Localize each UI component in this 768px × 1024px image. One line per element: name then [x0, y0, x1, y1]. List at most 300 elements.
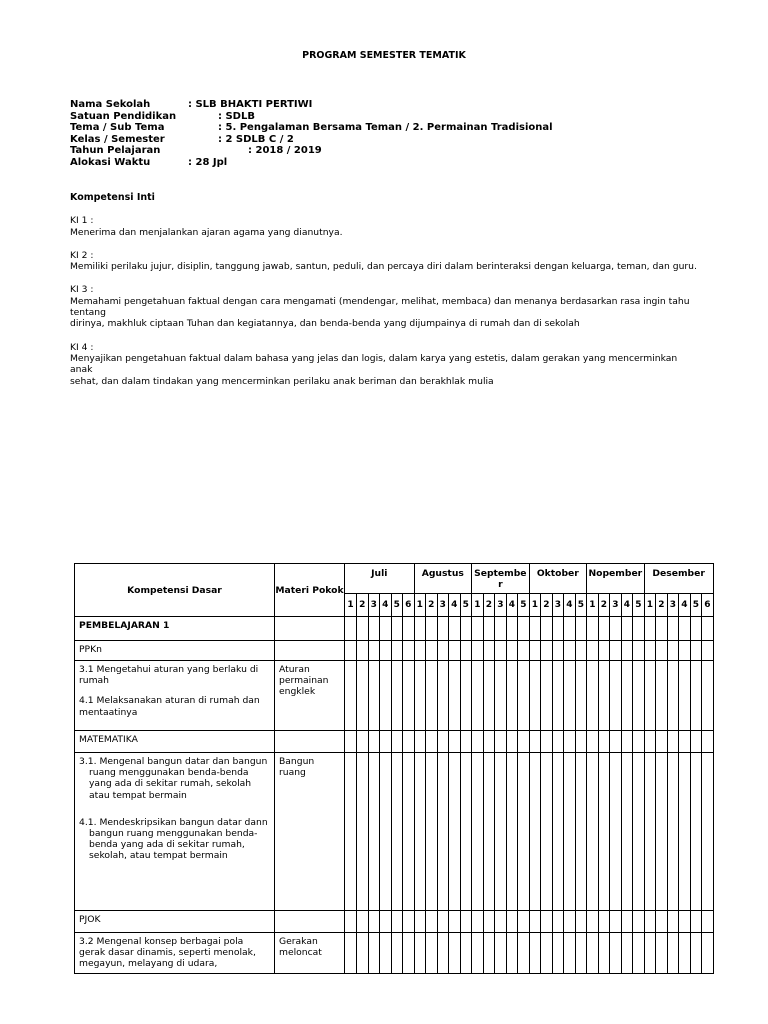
week-cell	[552, 661, 564, 731]
spacer	[79, 801, 270, 817]
week-cell	[460, 933, 472, 974]
week-cell	[403, 933, 415, 974]
week-cell	[690, 661, 702, 731]
month-header: Juli	[345, 564, 415, 594]
week-cell	[506, 933, 518, 974]
info-label: Nama Sekolah	[70, 99, 151, 110]
week-cell	[426, 661, 438, 731]
week-cell	[483, 731, 495, 753]
week-cell	[587, 731, 599, 753]
week-cell	[357, 911, 369, 933]
week-cell	[552, 641, 564, 661]
week-cell	[702, 911, 714, 933]
ki-line: Memahami pengetahuan faktual dengan cara mengamati (mendengar, melihat, membaca) dan menanya berdasarkan rasa ingin tahu	[70, 295, 690, 307]
row-matematika-kd	[75, 753, 714, 911]
week-cell	[518, 933, 530, 974]
week-cell	[495, 661, 507, 731]
ki-2	[70, 250, 760, 273]
row-pjok-kd	[75, 933, 714, 974]
week-cell	[426, 911, 438, 933]
week-cell	[437, 933, 449, 974]
week-cell	[610, 661, 622, 731]
week-cell	[449, 641, 461, 661]
week-cell	[495, 617, 507, 641]
week-cell	[460, 731, 472, 753]
week-cell	[506, 753, 518, 911]
week-cell	[598, 933, 610, 974]
week-cell	[426, 641, 438, 661]
materi-cell	[275, 911, 345, 933]
week-cell	[414, 911, 426, 933]
week-cell	[518, 731, 530, 753]
week-cell	[472, 731, 484, 753]
week-number: 4	[506, 594, 518, 617]
week-cell	[564, 933, 576, 974]
info-value: : 5. Pengalaman Bersama Teman / 2. Permainan Tradisional	[218, 122, 553, 134]
week-cell	[495, 753, 507, 911]
kd-cell	[75, 933, 275, 974]
week-cell	[357, 731, 369, 753]
week-cell	[679, 661, 691, 731]
ki-line: Memiliki perilaku jujur, disiplin, tanggung jawab, santun, peduli, dan percaya diri dalam berinteraksi dengan keluarga, teman, dan guru.	[70, 261, 697, 273]
week-number: 3	[437, 594, 449, 617]
ki-3	[70, 284, 760, 329]
week-number: 5	[391, 594, 403, 617]
week-cell	[460, 753, 472, 911]
week-cell	[702, 753, 714, 911]
week-cell	[656, 617, 668, 641]
week-cell	[656, 753, 668, 911]
week-cell	[368, 617, 380, 641]
week-number: 4	[380, 594, 392, 617]
week-cell	[380, 753, 392, 911]
week-cell	[633, 753, 645, 911]
week-cell	[368, 753, 380, 911]
week-cell	[380, 731, 392, 753]
week-cell	[345, 617, 357, 641]
week-cell	[345, 731, 357, 753]
week-cell	[529, 641, 541, 661]
week-cell	[552, 933, 564, 974]
week-cell	[518, 641, 530, 661]
kd-cell	[75, 641, 275, 661]
week-cell	[541, 661, 553, 731]
week-cell	[391, 617, 403, 641]
week-number: 5	[575, 594, 587, 617]
week-cell	[564, 661, 576, 731]
week-cell	[483, 753, 495, 911]
week-cell	[460, 617, 472, 641]
week-cell	[529, 617, 541, 641]
week-cell	[472, 661, 484, 731]
week-cell	[575, 911, 587, 933]
week-cell	[368, 933, 380, 974]
week-cell	[587, 641, 599, 661]
week-cell	[529, 911, 541, 933]
kd-text: 3.2 Mengenal konsep berbagai pola gerak dasar dinamis, seperti menolak, megayun, melayang di udara,	[79, 936, 256, 970]
kd-cell	[75, 731, 275, 753]
week-cell	[621, 731, 633, 753]
week-cell	[690, 641, 702, 661]
week-number: 3	[667, 594, 679, 617]
info-value: : SDLB	[218, 110, 255, 122]
week-cell	[598, 731, 610, 753]
kd-text: 4.1 Melaksanakan aturan di rumah dan mentaatinya	[79, 695, 260, 718]
week-cell	[702, 731, 714, 753]
week-cell	[483, 933, 495, 974]
week-cell	[702, 661, 714, 731]
week-number: 3	[552, 594, 564, 617]
ki-line: tentang	[70, 307, 106, 319]
week-number: 4	[679, 594, 691, 617]
week-cell	[357, 617, 369, 641]
week-cell	[345, 641, 357, 661]
ki-line: dirinya, makhluk ciptaan Tuhan dan kegiatannya, dan benda-benda yang dijumpainya di rumah dan di sekolah	[70, 318, 580, 330]
week-cell	[449, 617, 461, 641]
week-cell	[495, 933, 507, 974]
week-cell	[403, 617, 415, 641]
document-title: PROGRAM SEMESTER TEMATIK	[302, 50, 466, 61]
week-cell	[357, 933, 369, 974]
week-cell	[495, 911, 507, 933]
week-cell	[391, 753, 403, 911]
week-cell	[575, 933, 587, 974]
ki-label: KI 1 :	[70, 215, 94, 227]
materi-cell	[275, 641, 345, 661]
week-cell	[403, 661, 415, 731]
week-cell	[552, 617, 564, 641]
week-cell	[506, 617, 518, 641]
row-ppkn-kd	[75, 661, 714, 731]
week-cell	[656, 731, 668, 753]
kd-cell	[75, 911, 275, 933]
week-cell	[368, 731, 380, 753]
week-cell	[437, 731, 449, 753]
ki-line: Menerima dan menjalankan ajaran agama yang dianutnya.	[70, 226, 343, 238]
materi-cell	[275, 661, 345, 731]
week-number: 2	[656, 594, 668, 617]
header-row-months	[75, 564, 714, 594]
subject-matematika: MATEMATIKA	[79, 734, 138, 745]
week-cell	[702, 617, 714, 641]
week-cell	[460, 661, 472, 731]
week-cell	[575, 661, 587, 731]
kompetensi-inti	[70, 192, 760, 399]
week-cell	[460, 911, 472, 933]
week-cell	[368, 641, 380, 661]
week-cell	[414, 753, 426, 911]
info-value: : SLB BHAKTI PERTIWI	[188, 99, 313, 110]
week-cell	[403, 731, 415, 753]
week-cell	[483, 911, 495, 933]
materi-cell	[275, 617, 345, 641]
week-cell	[656, 641, 668, 661]
ki-line: Menyajikan pengetahuan faktual dalam bahasa yang jelas dan logis, dalam karya yang estetis, dalam gerakan yang mencerminkan	[70, 352, 678, 364]
month-header: Septembe r	[472, 564, 530, 594]
week-cell	[690, 933, 702, 974]
week-cell	[403, 641, 415, 661]
week-cell	[621, 911, 633, 933]
week-cell	[437, 661, 449, 731]
week-cell	[380, 661, 392, 731]
week-cell	[621, 641, 633, 661]
header-kompetensi-dasar: Kompetensi Dasar	[75, 564, 275, 617]
week-number: 1	[587, 594, 599, 617]
week-number: 5	[460, 594, 472, 617]
info-value: : 2 SDLB C / 2	[218, 133, 294, 145]
week-cell	[552, 753, 564, 911]
week-cell	[598, 911, 610, 933]
week-cell	[587, 753, 599, 911]
row-pembelajaran	[75, 617, 714, 641]
week-cell	[368, 661, 380, 731]
kd-text: 3.1 Mengetahui aturan yang berlaku di rumah	[79, 664, 259, 687]
week-number: 1	[644, 594, 656, 617]
week-cell	[564, 617, 576, 641]
week-cell	[598, 641, 610, 661]
week-cell	[345, 661, 357, 731]
week-cell	[587, 617, 599, 641]
week-cell	[495, 641, 507, 661]
week-cell	[667, 933, 679, 974]
week-number: 1	[414, 594, 426, 617]
week-cell	[426, 753, 438, 911]
week-cell	[472, 617, 484, 641]
week-cell	[380, 617, 392, 641]
week-cell	[610, 731, 622, 753]
week-number: 1	[529, 594, 541, 617]
week-number: 2	[483, 594, 495, 617]
week-cell	[621, 617, 633, 641]
week-cell	[679, 731, 691, 753]
week-cell	[598, 661, 610, 731]
week-cell	[414, 731, 426, 753]
kd-text: 3.1. Mengenal bangun datar dan bangun ruang menggunakan benda-benda yang ada di sekitar rumah, sekolah atau tempat bermain	[79, 756, 268, 801]
week-cell	[633, 661, 645, 731]
week-cell	[380, 641, 392, 661]
week-cell	[679, 641, 691, 661]
subject-ppkn: PPKn	[79, 644, 102, 655]
week-cell	[449, 661, 461, 731]
week-cell	[391, 911, 403, 933]
week-cell	[472, 911, 484, 933]
week-cell	[564, 753, 576, 911]
week-cell	[587, 911, 599, 933]
week-cell	[656, 933, 668, 974]
week-number: 6	[702, 594, 714, 617]
week-cell	[506, 911, 518, 933]
materi-text: Bangun ruang	[279, 756, 315, 779]
week-number: 4	[564, 594, 576, 617]
week-cell	[529, 661, 541, 731]
week-number: 2	[357, 594, 369, 617]
materi-cell	[275, 933, 345, 974]
kd-cell	[75, 661, 275, 731]
week-cell	[449, 753, 461, 911]
week-cell	[587, 933, 599, 974]
week-cell	[644, 641, 656, 661]
week-cell	[403, 911, 415, 933]
week-cell	[518, 753, 530, 911]
week-cell	[518, 911, 530, 933]
week-number: 6	[403, 594, 415, 617]
week-cell	[575, 731, 587, 753]
week-cell	[357, 661, 369, 731]
week-cell	[679, 617, 691, 641]
week-cell	[656, 661, 668, 731]
week-cell	[621, 753, 633, 911]
week-number: 5	[690, 594, 702, 617]
week-cell	[529, 753, 541, 911]
week-cell	[679, 933, 691, 974]
week-cell	[656, 911, 668, 933]
ki-label: KI 2 :	[70, 249, 94, 261]
materi-text: Gerakan meloncat	[279, 936, 322, 959]
week-cell	[621, 661, 633, 731]
week-cell	[357, 641, 369, 661]
week-cell	[610, 641, 622, 661]
week-cell	[633, 911, 645, 933]
week-cell	[403, 753, 415, 911]
week-cell	[426, 731, 438, 753]
kd-cell	[75, 753, 275, 911]
week-cell	[506, 661, 518, 731]
week-cell	[552, 911, 564, 933]
ki-label: KI 4 :	[70, 341, 94, 353]
week-cell	[644, 661, 656, 731]
week-cell	[391, 933, 403, 974]
week-cell	[610, 753, 622, 911]
week-cell	[541, 641, 553, 661]
week-cell	[506, 731, 518, 753]
info-label: Tema / Sub Tema	[70, 122, 165, 134]
week-number: 3	[610, 594, 622, 617]
week-cell	[541, 753, 553, 911]
week-cell	[483, 661, 495, 731]
week-cell	[690, 731, 702, 753]
month-header: Nopember	[587, 564, 645, 594]
week-cell	[380, 911, 392, 933]
week-cell	[633, 933, 645, 974]
week-cell	[644, 933, 656, 974]
week-cell	[449, 911, 461, 933]
week-cell	[437, 911, 449, 933]
week-cell	[610, 933, 622, 974]
week-cell	[541, 731, 553, 753]
info-label: Kelas / Semester	[70, 133, 165, 145]
week-number: 2	[541, 594, 553, 617]
week-cell	[552, 731, 564, 753]
week-cell	[483, 617, 495, 641]
week-cell	[644, 731, 656, 753]
week-cell	[483, 641, 495, 661]
week-cell	[414, 933, 426, 974]
week-cell	[449, 933, 461, 974]
ki-line: sehat, dan dalam tindakan yang mencerminkan perilaku anak beriman dan berakhlak mulia	[70, 375, 494, 387]
week-cell	[702, 641, 714, 661]
week-cell	[495, 731, 507, 753]
week-cell	[633, 617, 645, 641]
week-cell	[679, 911, 691, 933]
week-cell	[587, 661, 599, 731]
info-label: Tahun Pelajaran	[70, 145, 161, 157]
row-matematika	[75, 731, 714, 753]
materi-text: Aturan permainan engklek	[279, 664, 329, 698]
week-cell	[518, 661, 530, 731]
week-cell	[575, 617, 587, 641]
month-header: Desember	[644, 564, 713, 594]
week-cell	[644, 911, 656, 933]
week-cell	[667, 617, 679, 641]
week-cell	[564, 641, 576, 661]
week-number: 3	[495, 594, 507, 617]
info-value: : 2018 / 2019	[248, 145, 322, 157]
materi-cell	[275, 753, 345, 911]
ki-4	[70, 342, 760, 387]
week-number: 2	[598, 594, 610, 617]
week-cell	[345, 753, 357, 911]
week-cell	[690, 911, 702, 933]
week-number: 3	[368, 594, 380, 617]
materi-cell	[275, 731, 345, 753]
week-cell	[598, 753, 610, 911]
week-number: 4	[449, 594, 461, 617]
week-cell	[541, 933, 553, 974]
info-value: : 28 Jpl	[188, 156, 228, 168]
row-ppkn	[75, 641, 714, 661]
week-cell	[380, 933, 392, 974]
week-cell	[575, 641, 587, 661]
week-number: 1	[345, 594, 357, 617]
month-header: Agustus	[414, 564, 472, 594]
week-cell	[426, 617, 438, 641]
ki-heading: Kompetensi Inti	[70, 192, 155, 203]
week-cell	[679, 753, 691, 911]
week-cell	[368, 911, 380, 933]
week-cell	[449, 731, 461, 753]
kd-cell	[75, 617, 275, 641]
week-cell	[472, 933, 484, 974]
subject-pjok: PJOK	[79, 914, 101, 925]
week-cell	[564, 731, 576, 753]
week-cell	[460, 641, 472, 661]
info-label: Alokasi Waktu	[70, 156, 151, 168]
week-cell	[414, 641, 426, 661]
week-cell	[610, 911, 622, 933]
week-cell	[414, 661, 426, 731]
week-cell	[414, 617, 426, 641]
week-cell	[702, 933, 714, 974]
week-cell	[633, 641, 645, 661]
week-cell	[437, 753, 449, 911]
week-cell	[667, 911, 679, 933]
kd-text: 4.1. Mendeskripsikan bangun datar dann bangun ruang menggunakan benda-benda yang ada di sekitar rumah, sekolah, atau tempat bermain	[79, 816, 268, 862]
week-cell	[564, 911, 576, 933]
week-cell	[437, 617, 449, 641]
spacer	[79, 686, 270, 695]
ki-line: anak	[70, 364, 93, 376]
week-number: 4	[621, 594, 633, 617]
week-cell	[610, 617, 622, 641]
week-cell	[345, 933, 357, 974]
week-number: 1	[472, 594, 484, 617]
ki-label: KI 3 :	[70, 284, 94, 296]
week-number: 2	[426, 594, 438, 617]
week-cell	[598, 617, 610, 641]
week-cell	[391, 731, 403, 753]
week-cell	[391, 641, 403, 661]
week-cell	[357, 753, 369, 911]
